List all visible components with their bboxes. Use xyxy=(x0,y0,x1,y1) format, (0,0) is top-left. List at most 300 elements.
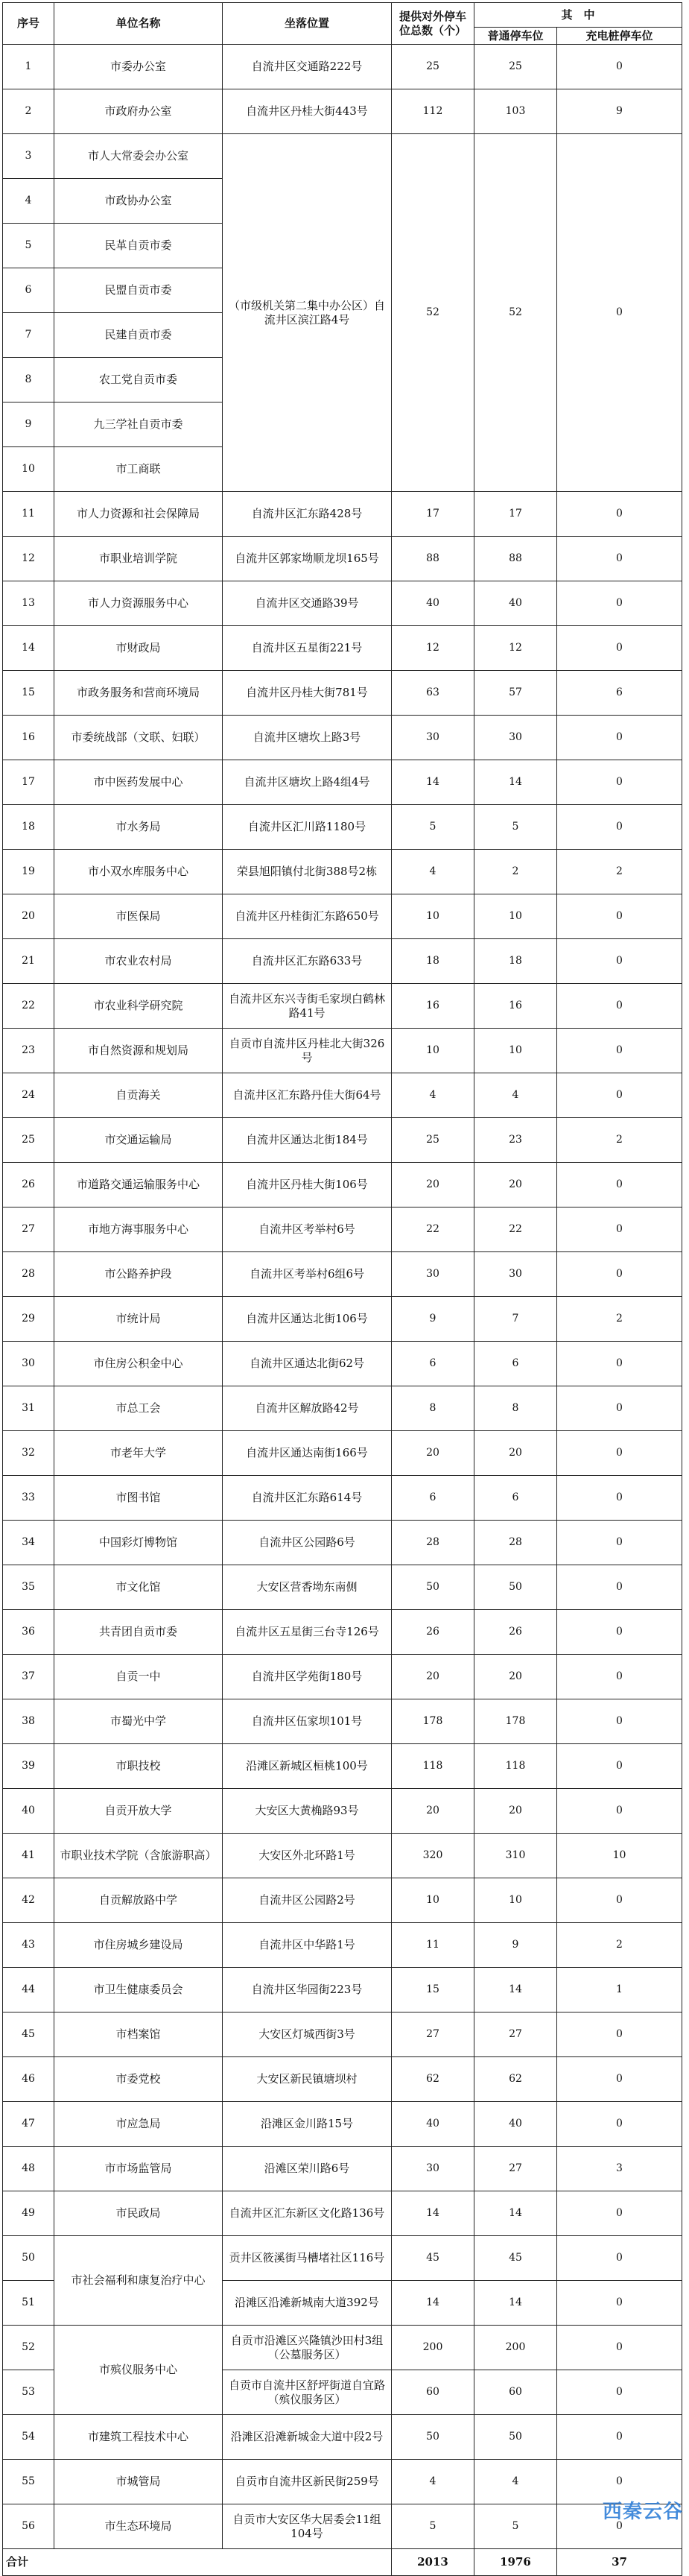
row-normal: 5 xyxy=(474,805,557,850)
row-location: 自流井区汇东路614号 xyxy=(223,1476,392,1521)
row-unit: 市老年大学 xyxy=(54,1431,223,1476)
row-total: 15 xyxy=(392,1968,474,2012)
row-location: 自流井区汇东路428号 xyxy=(223,492,392,537)
table-row xyxy=(3,1252,682,1297)
row-charge: 0 xyxy=(557,45,682,89)
row-unit: 市水务局 xyxy=(54,805,223,850)
row-unit: 市市场监管局 xyxy=(54,2147,223,2191)
row-location: 荣县旭阳镇付北街388号2栋 xyxy=(223,850,392,894)
row-no: 45 xyxy=(3,2012,54,2057)
row-charge: 0 xyxy=(557,805,682,850)
row-charge: 0 xyxy=(557,1386,682,1431)
row-no: 39 xyxy=(3,1744,54,1789)
row-normal: 118 xyxy=(474,1744,557,1789)
row-no: 7 xyxy=(3,313,54,358)
row-no: 3 xyxy=(3,134,54,179)
table-row xyxy=(3,671,682,716)
row-no: 20 xyxy=(3,894,54,939)
row-charge: 0 xyxy=(557,939,682,984)
row-unit: 市政务服务和营商环境局 xyxy=(54,671,223,716)
row-unit: 自贡海关 xyxy=(54,1073,223,1118)
row-charge: 0 xyxy=(557,2504,682,2549)
row-unit: 自贡一中 xyxy=(54,1655,223,1699)
row-charge: 0 xyxy=(557,2460,682,2504)
row-unit: 市生态环境局 xyxy=(54,2504,223,2549)
row-unit: 共青团自贡市委 xyxy=(54,1610,223,1655)
row-charge: 0 xyxy=(557,2370,682,2415)
row-no: 48 xyxy=(3,2147,54,2191)
row-normal: 60 xyxy=(474,2370,557,2415)
row-total: 88 xyxy=(392,537,474,581)
row-no: 25 xyxy=(3,1118,54,1163)
row-unit: 市公路养护段 xyxy=(54,1252,223,1297)
row-unit: 市政府办公室 xyxy=(54,89,223,134)
row-location: 自贡市自流井区舒坪街道自宜路（殡仪服务区） xyxy=(223,2370,392,2415)
group-normal: 52 xyxy=(474,134,557,492)
row-total: 112 xyxy=(392,89,474,134)
row-unit: 市地方海事服务中心 xyxy=(54,1208,223,1252)
table-row xyxy=(3,1297,682,1342)
table-row xyxy=(3,2504,682,2549)
row-unit: 市职业技术学院（含旅游职高） xyxy=(54,1834,223,1878)
row-no: 41 xyxy=(3,1834,54,1878)
row-unit: 市道路交通运输服务中心 xyxy=(54,1163,223,1208)
table-row xyxy=(3,89,682,134)
row-unit: 市职技校 xyxy=(54,1744,223,1789)
row-charge: 0 xyxy=(557,716,682,760)
row-unit: 市职业培训学院 xyxy=(54,537,223,581)
row-total: 10 xyxy=(392,894,474,939)
row-no: 30 xyxy=(3,1342,54,1386)
row-no: 36 xyxy=(3,1610,54,1655)
row-normal: 14 xyxy=(474,760,557,805)
row-charge: 0 xyxy=(557,2057,682,2102)
row-no: 55 xyxy=(3,2460,54,2504)
row-charge: 0 xyxy=(557,984,682,1029)
row-location: 自流井区汇东路丹佳大街64号 xyxy=(223,1073,392,1118)
row-location: 自流井区汇川路1180号 xyxy=(223,805,392,850)
row-unit: 市卫生健康委员会 xyxy=(54,1968,223,2012)
row-normal: 200 xyxy=(474,2326,557,2370)
row-charge: 0 xyxy=(557,1789,682,1834)
row-total: 63 xyxy=(392,671,474,716)
row-total: 50 xyxy=(392,2415,474,2460)
table-row xyxy=(3,134,682,179)
table-row xyxy=(3,1968,682,2012)
row-charge: 0 xyxy=(557,2281,682,2326)
group-charge: 0 xyxy=(557,134,682,492)
row-total: 25 xyxy=(392,45,474,89)
row-total: 22 xyxy=(392,1208,474,1252)
row-no: 12 xyxy=(3,537,54,581)
row-total: 50 xyxy=(392,1565,474,1610)
row-no: 26 xyxy=(3,1163,54,1208)
table-row xyxy=(3,939,682,984)
row-total: 118 xyxy=(392,1744,474,1789)
row-no: 16 xyxy=(3,716,54,760)
table-row xyxy=(3,1521,682,1565)
row-location: 自流井区交通路39号 xyxy=(223,581,392,626)
row-normal: 4 xyxy=(474,2460,557,2504)
row-unit: 市住房城乡建设局 xyxy=(54,1923,223,1968)
row-charge: 2 xyxy=(557,1923,682,1968)
row-unit: 民盟自贡市委 xyxy=(54,268,223,313)
row-normal: 5 xyxy=(474,2504,557,2549)
row-charge: 0 xyxy=(557,492,682,537)
row-no: 23 xyxy=(3,1029,54,1073)
table-row xyxy=(3,760,682,805)
row-normal: 20 xyxy=(474,1163,557,1208)
row-total: 20 xyxy=(392,1431,474,1476)
table-row xyxy=(3,1386,682,1431)
table-row xyxy=(3,2191,682,2236)
row-no: 33 xyxy=(3,1476,54,1521)
row-location: 自流井区丹桂街汇东路650号 xyxy=(223,894,392,939)
row-no: 8 xyxy=(3,358,54,402)
table-row xyxy=(3,2057,682,2102)
row-no: 28 xyxy=(3,1252,54,1297)
table-row xyxy=(3,2102,682,2147)
row-location: 沿滩区荣川路6号 xyxy=(223,2147,392,2191)
row-location: 自贡市自流井区新民街259号 xyxy=(223,2460,392,2504)
row-no: 10 xyxy=(3,447,54,492)
row-charge: 0 xyxy=(557,626,682,671)
row-total: 4 xyxy=(392,850,474,894)
row-unit: 市文化馆 xyxy=(54,1565,223,1610)
totals-normal: 1976 xyxy=(474,2549,557,2576)
row-no: 24 xyxy=(3,1073,54,1118)
table-row xyxy=(3,1655,682,1699)
table-row xyxy=(3,716,682,760)
row-normal: 6 xyxy=(474,1476,557,1521)
row-charge: 0 xyxy=(557,1476,682,1521)
header-no: 序号 xyxy=(3,3,54,45)
row-total: 5 xyxy=(392,805,474,850)
row-total: 30 xyxy=(392,716,474,760)
row-total: 25 xyxy=(392,1118,474,1163)
row-location: 沿滩区沿滩新城南大道392号 xyxy=(223,2281,392,2326)
table-row xyxy=(3,1118,682,1163)
row-total: 30 xyxy=(392,1252,474,1297)
table-row xyxy=(3,2415,682,2460)
row-total: 4 xyxy=(392,2460,474,2504)
header-total: 提供对外停车位总数（个） xyxy=(392,3,474,45)
table-row xyxy=(3,1163,682,1208)
row-charge: 0 xyxy=(557,1655,682,1699)
row-no: 9 xyxy=(3,402,54,447)
table-row xyxy=(3,2147,682,2191)
row-total: 8 xyxy=(392,1386,474,1431)
row-no: 40 xyxy=(3,1789,54,1834)
row-normal: 14 xyxy=(474,2281,557,2326)
row-charge: 0 xyxy=(557,1208,682,1252)
row-total: 20 xyxy=(392,1789,474,1834)
row-unit: 市档案馆 xyxy=(54,2012,223,2057)
row-normal: 20 xyxy=(474,1789,557,1834)
row-total: 200 xyxy=(392,2326,474,2370)
row-unit: 市财政局 xyxy=(54,626,223,671)
row-unit: 市农业农村局 xyxy=(54,939,223,984)
header-charge: 充电桩停车位 xyxy=(557,28,682,45)
table-row xyxy=(3,1744,682,1789)
row-normal: 4 xyxy=(474,1073,557,1118)
row-location: 自流井区汇东新区文化路136号 xyxy=(223,2191,392,2236)
row-unit: 市统计局 xyxy=(54,1297,223,1342)
row-location: 自流井区五星街221号 xyxy=(223,626,392,671)
row-total: 14 xyxy=(392,2191,474,2236)
row-unit: 市民政局 xyxy=(54,2191,223,2236)
row-charge: 0 xyxy=(557,2102,682,2147)
row-normal: 40 xyxy=(474,2102,557,2147)
row-total: 6 xyxy=(392,1342,474,1386)
row-no: 1 xyxy=(3,45,54,89)
row-total: 6 xyxy=(392,1476,474,1521)
row-location: 自流井区塘坎上路4组4号 xyxy=(223,760,392,805)
table-row xyxy=(3,894,682,939)
row-location: 沿滩区沿滩新城金大道中段2号 xyxy=(223,2415,392,2460)
row-location: 自流井区考举村6组6号 xyxy=(223,1252,392,1297)
watermark-logo: 西秦云谷 xyxy=(602,2501,683,2523)
row-normal: 16 xyxy=(474,984,557,1029)
row-location: 自流井区华园街223号 xyxy=(223,1968,392,2012)
row-total: 62 xyxy=(392,2057,474,2102)
table-row xyxy=(3,2012,682,2057)
row-no: 38 xyxy=(3,1699,54,1744)
row-unit: 中国彩灯博物馆 xyxy=(54,1521,223,1565)
row-location: 自流井区通达北街62号 xyxy=(223,1342,392,1386)
row-normal: 22 xyxy=(474,1208,557,1252)
row-total: 28 xyxy=(392,1521,474,1565)
row-total: 14 xyxy=(392,760,474,805)
row-no: 5 xyxy=(3,224,54,268)
row-location: 自流井区学苑街180号 xyxy=(223,1655,392,1699)
row-no: 53 xyxy=(3,2370,54,2415)
row-no: 54 xyxy=(3,2415,54,2460)
row-unit: 市小双水库服务中心 xyxy=(54,850,223,894)
row-unit: 市医保局 xyxy=(54,894,223,939)
row-normal: 62 xyxy=(474,2057,557,2102)
row-normal: 20 xyxy=(474,1431,557,1476)
row-no: 15 xyxy=(3,671,54,716)
row-location: 自流井区伍家坝101号 xyxy=(223,1699,392,1744)
totals-row xyxy=(3,2549,682,2576)
table-row xyxy=(3,1789,682,1834)
row-unit: 市委办公室 xyxy=(54,45,223,89)
table-row xyxy=(3,850,682,894)
row-total: 14 xyxy=(392,2281,474,2326)
row-unit: 市应急局 xyxy=(54,2102,223,2147)
row-charge: 0 xyxy=(557,1342,682,1386)
row-location: 自流井区中华路1号 xyxy=(223,1923,392,1968)
table-row xyxy=(3,1699,682,1744)
row-unit: 市工商联 xyxy=(54,447,223,492)
row-unit: 自贡开放大学 xyxy=(54,1789,223,1834)
row-no: 51 xyxy=(3,2281,54,2326)
table-row xyxy=(3,984,682,1029)
row-unit: 市政协办公室 xyxy=(54,179,223,224)
row-location: 自流井区汇东路633号 xyxy=(223,939,392,984)
table-row xyxy=(3,805,682,850)
row-unit: 自贡解放路中学 xyxy=(54,1878,223,1923)
row-charge: 9 xyxy=(557,89,682,134)
row-total: 5 xyxy=(392,2504,474,2549)
row-charge: 0 xyxy=(557,1431,682,1476)
row-normal: 23 xyxy=(474,1118,557,1163)
row-no: 34 xyxy=(3,1521,54,1565)
row-no: 18 xyxy=(3,805,54,850)
row-location: 贡井区筱溪街马槽堵社区116号 xyxy=(223,2236,392,2281)
row-location: 自贡市自流井区丹桂北大街326号 xyxy=(223,1029,392,1073)
row-location: 自流井区考举村6号 xyxy=(223,1208,392,1252)
row-charge: 0 xyxy=(557,537,682,581)
row-total: 40 xyxy=(392,2102,474,2147)
row-normal: 26 xyxy=(474,1610,557,1655)
row-location: 自流井区郭家坳顺龙坝165号 xyxy=(223,537,392,581)
row-no: 17 xyxy=(3,760,54,805)
row-total: 10 xyxy=(392,1029,474,1073)
row-location: 大安区大黄桷路93号 xyxy=(223,1789,392,1834)
row-no: 21 xyxy=(3,939,54,984)
row-charge: 0 xyxy=(557,2012,682,2057)
row-unit: 市自然资源和规划局 xyxy=(54,1029,223,1073)
row-no: 35 xyxy=(3,1565,54,1610)
row-normal: 10 xyxy=(474,1878,557,1923)
row-unit: 市人力资源和社会保障局 xyxy=(54,492,223,537)
row-total: 40 xyxy=(392,581,474,626)
row-normal: 8 xyxy=(474,1386,557,1431)
table-row xyxy=(3,1342,682,1386)
row-charge: 0 xyxy=(557,1565,682,1610)
table-row xyxy=(3,1878,682,1923)
row-location: 沿滩区金川路15号 xyxy=(223,2102,392,2147)
row-charge: 0 xyxy=(557,2415,682,2460)
table-row xyxy=(3,2236,682,2281)
row-no: 11 xyxy=(3,492,54,537)
row-normal: 178 xyxy=(474,1699,557,1744)
row-charge: 0 xyxy=(557,760,682,805)
row-location: 沿滩区新城区桓桃100号 xyxy=(223,1744,392,1789)
table-row xyxy=(3,1208,682,1252)
row-unit: 市蜀光中学 xyxy=(54,1699,223,1744)
row-location: 自流井区公园路2号 xyxy=(223,1878,392,1923)
row-total: 30 xyxy=(392,2147,474,2191)
table-row xyxy=(3,1610,682,1655)
row-unit: 市图书馆 xyxy=(54,1476,223,1521)
group-location: （市级机关第二集中办公区）自流井区滨江路4号 xyxy=(223,134,392,492)
row-charge: 0 xyxy=(557,1029,682,1073)
row-total: 20 xyxy=(392,1655,474,1699)
row-normal: 30 xyxy=(474,716,557,760)
row-normal: 88 xyxy=(474,537,557,581)
row-unit-merged: 市殡仪服务中心 xyxy=(54,2326,223,2415)
row-normal: 30 xyxy=(474,1252,557,1297)
row-location: 自流井区公园路6号 xyxy=(223,1521,392,1565)
row-unit: 市人力资源服务中心 xyxy=(54,581,223,626)
header-location: 坐落位置 xyxy=(223,3,392,45)
row-unit: 市建筑工程技术中心 xyxy=(54,2415,223,2460)
totals-label: 合计 xyxy=(3,2549,392,2576)
row-charge: 0 xyxy=(557,2191,682,2236)
row-unit: 民建自贡市委 xyxy=(54,313,223,358)
row-charge: 0 xyxy=(557,1744,682,1789)
row-location: 自贡市沿滩区兴隆镇沙田村3组（公墓服务区） xyxy=(223,2326,392,2370)
row-total: 17 xyxy=(392,492,474,537)
row-no: 52 xyxy=(3,2326,54,2370)
row-no: 46 xyxy=(3,2057,54,2102)
row-charge: 0 xyxy=(557,1163,682,1208)
row-normal: 50 xyxy=(474,1565,557,1610)
row-total: 12 xyxy=(392,626,474,671)
row-charge: 0 xyxy=(557,1878,682,1923)
group-total: 52 xyxy=(392,134,474,492)
row-unit: 市委党校 xyxy=(54,2057,223,2102)
row-location: 自贡市大安区华大居委会11组104号 xyxy=(223,2504,392,2549)
table-row xyxy=(3,1923,682,1968)
row-location: 自流井区塘坎上路3号 xyxy=(223,716,392,760)
row-charge: 3 xyxy=(557,2147,682,2191)
row-location: 大安区灯城西街3号 xyxy=(223,2012,392,2057)
table-row xyxy=(3,1073,682,1118)
row-normal: 17 xyxy=(474,492,557,537)
table-row xyxy=(3,2460,682,2504)
row-unit: 市人大常委会办公室 xyxy=(54,134,223,179)
table-body xyxy=(3,45,682,2549)
row-normal: 18 xyxy=(474,939,557,984)
row-no: 4 xyxy=(3,179,54,224)
row-normal: 10 xyxy=(474,1029,557,1073)
row-total: 9 xyxy=(392,1297,474,1342)
row-normal: 14 xyxy=(474,2191,557,2236)
row-location: 大安区营香坳东南侧 xyxy=(223,1565,392,1610)
row-charge: 2 xyxy=(557,1297,682,1342)
row-location: 自流井区丹桂大街781号 xyxy=(223,671,392,716)
row-normal: 27 xyxy=(474,2012,557,2057)
row-unit: 市住房公积金中心 xyxy=(54,1342,223,1386)
table-row xyxy=(3,45,682,89)
row-charge: 0 xyxy=(557,2236,682,2281)
row-no: 31 xyxy=(3,1386,54,1431)
row-no: 43 xyxy=(3,1923,54,1968)
row-charge: 0 xyxy=(557,1610,682,1655)
row-normal: 57 xyxy=(474,671,557,716)
row-location: 大安区新民镇塘坝村 xyxy=(223,2057,392,2102)
row-unit: 市农业科学研究院 xyxy=(54,984,223,1029)
row-charge: 1 xyxy=(557,1968,682,2012)
row-no: 29 xyxy=(3,1297,54,1342)
row-total: 4 xyxy=(392,1073,474,1118)
row-normal: 12 xyxy=(474,626,557,671)
table-row xyxy=(3,1029,682,1073)
table-row xyxy=(3,492,682,537)
row-no: 50 xyxy=(3,2236,54,2281)
row-normal: 10 xyxy=(474,894,557,939)
row-no: 49 xyxy=(3,2191,54,2236)
row-normal: 25 xyxy=(474,45,557,89)
row-location: 自流井区交通路222号 xyxy=(223,45,392,89)
row-no: 27 xyxy=(3,1208,54,1252)
table-row xyxy=(3,1476,682,1521)
row-total: 10 xyxy=(392,1878,474,1923)
row-location: 自流井区通达南街166号 xyxy=(223,1431,392,1476)
row-total: 26 xyxy=(392,1610,474,1655)
table-row xyxy=(3,1565,682,1610)
row-total: 45 xyxy=(392,2236,474,2281)
row-location: 自流井区五星街三台寺126号 xyxy=(223,1610,392,1655)
row-unit: 市总工会 xyxy=(54,1386,223,1431)
row-total: 18 xyxy=(392,939,474,984)
row-charge: 0 xyxy=(557,1699,682,1744)
table-row xyxy=(3,581,682,626)
